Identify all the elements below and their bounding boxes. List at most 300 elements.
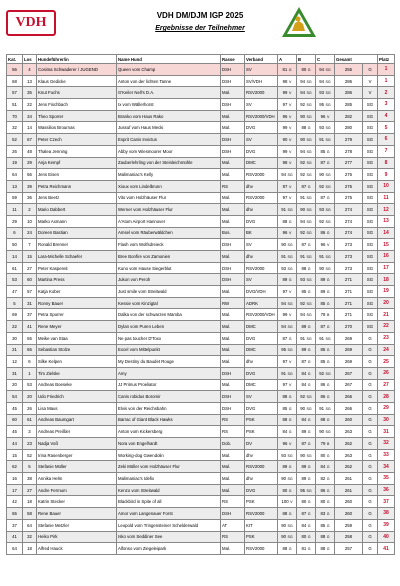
kat-cell: 64 — [7, 543, 23, 555]
grade-label: G — [288, 67, 292, 72]
grade-label: V — [288, 126, 292, 131]
breed-cell: Mal. — [221, 251, 245, 263]
total-grade-cell: G — [363, 379, 378, 391]
grade-label: V — [288, 91, 292, 96]
handler-cell: Anja Kempf — [37, 157, 117, 169]
total-grade-cell: G — [363, 426, 378, 438]
score-a-cell: 94 SG — [278, 169, 297, 181]
dog-name-cell: Amsel vom Räuberwäldchen — [117, 227, 221, 239]
breed-cell: Mal. — [221, 169, 245, 181]
dog-name-cell: A'Atom Airport Hannover — [117, 215, 221, 227]
col-los: Los — [23, 55, 37, 64]
table-row — [7, 309, 395, 321]
score-a-cell: 97 V — [278, 356, 297, 368]
dog-name-cell: Isko vom Seddiner See — [117, 531, 221, 543]
kat-cell: 16 — [7, 473, 23, 485]
score-a-cell: 88 G — [278, 414, 297, 426]
kat-cell: 20 — [7, 379, 23, 391]
los-cell: 56 — [23, 169, 37, 181]
table-row — [7, 414, 395, 426]
club-cell: dhv — [245, 356, 278, 368]
grade-label: SG — [325, 173, 331, 178]
score-b-cell: 84 G — [297, 519, 316, 531]
total-grade-cell: SG — [363, 145, 378, 157]
los-cell: 22 — [23, 99, 37, 111]
grade-label: G — [326, 535, 330, 540]
place-cell: 27 — [378, 379, 395, 391]
grade-label: G — [326, 453, 330, 458]
club-cell: RSV2000 — [245, 543, 278, 555]
grade-label: G — [288, 418, 292, 423]
handler-cell: Meike van Staa — [37, 332, 117, 344]
score-b-cell: 84 G — [297, 379, 316, 391]
breed-cell: RS — [221, 496, 245, 508]
igp-logo-icon — [281, 6, 317, 38]
score-c-cell: 93 SG — [316, 122, 335, 134]
place-cell: 12 — [378, 204, 395, 216]
total-cell: 269 — [335, 332, 363, 344]
grade-label: SG — [287, 348, 293, 353]
total-cell: 274 — [335, 204, 363, 216]
los-cell: 14 — [23, 122, 37, 134]
total-cell: 273 — [335, 239, 363, 251]
score-a-cell: 90 SG — [278, 531, 297, 543]
score-b-cell: 91 SG — [297, 251, 316, 263]
breed-cell: DSH — [221, 274, 245, 286]
grade-label: SG — [325, 79, 331, 84]
grade-label: G — [307, 430, 311, 435]
grade-label: G — [326, 500, 330, 505]
total-grade-cell: G — [363, 64, 378, 76]
club-cell: RSV2000 — [245, 262, 278, 274]
total-cell: 257 — [335, 543, 363, 555]
place-cell: 38 — [378, 508, 395, 520]
handler-cell: Ronald Brenner — [37, 239, 117, 251]
total-grade-cell: SG — [363, 215, 378, 227]
score-b-cell: 92 SG — [297, 297, 316, 309]
handler-cell: Peter Kaspereit — [37, 262, 117, 274]
kat-cell: 32 — [7, 122, 23, 134]
score-a-cell: 84 G — [278, 426, 297, 438]
score-a-cell: 97 V — [278, 180, 297, 192]
kat-cell: 15 — [7, 449, 23, 461]
grade-label: SG — [325, 67, 331, 72]
club-cell: RSV2000/VDH — [245, 110, 278, 122]
total-grade-cell: G — [363, 414, 378, 426]
kat-cell: 5 — [7, 297, 23, 309]
los-cell: 35 — [23, 87, 37, 99]
score-c-cell: 86 G — [316, 227, 335, 239]
dog-name-cell: Abby vom Wiesmoorer Moor — [117, 145, 221, 157]
grade-label: V — [326, 114, 330, 119]
dog-name-cell: Kuno vom Hause Siegerblut — [117, 262, 221, 274]
grade-label: G — [307, 523, 311, 528]
grade-label: SG — [306, 406, 312, 411]
grade-label: SG — [325, 266, 331, 271]
total-grade-cell: SG — [363, 274, 378, 286]
dog-name-cell: Flash vom Wolfsdreieck — [117, 239, 221, 251]
place-cell: 25 — [378, 356, 395, 368]
los-cell: 61 — [23, 414, 37, 426]
place-cell: 19 — [378, 286, 395, 298]
score-c-cell: 95 SG — [316, 99, 335, 111]
breed-cell: AT — [221, 519, 245, 531]
place-cell: 5 — [378, 122, 395, 134]
los-cell: 6 — [23, 356, 37, 368]
dog-name-cell: Bree Bonfire von Zamonien — [117, 251, 221, 263]
total-grade-cell: SG — [363, 297, 378, 309]
breed-cell: DSH — [221, 145, 245, 157]
col-b: B — [297, 55, 316, 64]
club-cell: RSV2000 — [245, 461, 278, 473]
place-cell: 26 — [378, 367, 395, 379]
kat-cell: 52 — [7, 134, 23, 146]
breed-cell: DSH — [221, 508, 245, 520]
total-grade-cell: G — [363, 332, 378, 344]
grade-label: SG — [287, 535, 293, 540]
club-cell: DMC — [245, 321, 278, 333]
total-cell: 269 — [335, 356, 363, 368]
breed-cell: Mal. — [221, 356, 245, 368]
score-b-cell: 89 G — [297, 461, 316, 473]
total-grade-cell: G — [363, 391, 378, 403]
dog-name-cell: Just smile vom Streitwald — [117, 286, 221, 298]
place-cell: 1 — [378, 64, 395, 76]
grade-label: SG — [306, 91, 312, 96]
score-c-cell: 80 G — [316, 496, 335, 508]
dog-name-cell: My Destiny du Baudet Rouge — [117, 356, 221, 368]
handler-cell: Irina Rasenberger — [37, 449, 117, 461]
score-b-cell: 84 G — [297, 414, 316, 426]
los-cell: 60 — [23, 274, 37, 286]
handler-cell: Peter Czech — [37, 134, 117, 146]
grade-label: G — [307, 184, 311, 189]
kat-cell: 42 — [7, 496, 23, 508]
total-grade-cell: SG — [363, 169, 378, 181]
club-cell: DVG — [245, 122, 278, 134]
grade-label: G — [307, 418, 311, 423]
breed-cell: Mal. — [221, 157, 245, 169]
total-cell: 282 — [335, 110, 363, 122]
total-grade-cell: V — [363, 87, 378, 99]
grade-label: G — [307, 348, 311, 353]
total-grade-cell: G — [363, 356, 378, 368]
dog-name-cell: Malimaniac's Kelly — [117, 169, 221, 181]
grade-label: G — [307, 243, 311, 248]
score-b-cell: 94 SG — [297, 75, 316, 87]
grade-label: V — [288, 149, 292, 154]
place-cell: 11 — [378, 192, 395, 204]
breed-cell: RS — [221, 180, 245, 192]
col-verband: Verband — [245, 55, 278, 64]
grade-label: G — [326, 196, 330, 201]
place-cell: 8 — [378, 157, 395, 169]
total-cell: 262 — [335, 438, 363, 450]
grade-label: SG — [306, 219, 312, 224]
total-cell: 261 — [335, 473, 363, 485]
score-b-cell: 90 SG — [297, 402, 316, 414]
score-a-cell: 90 SG — [278, 239, 297, 251]
grade-label: V — [288, 79, 292, 84]
club-cell: SV — [245, 239, 278, 251]
kat-cell: 61 — [7, 262, 23, 274]
los-cell: 67 — [23, 134, 37, 146]
place-cell: 3 — [378, 99, 395, 111]
grade-label: V — [288, 441, 292, 446]
handler-cell: Annika Helm — [37, 473, 117, 485]
place-cell: 7 — [378, 145, 395, 157]
grade-label: V — [288, 360, 292, 365]
score-b-cell: 93 SG — [297, 274, 316, 286]
grade-label: SG — [306, 301, 312, 306]
place-cell: 2 — [378, 87, 395, 99]
grade-label: SG — [325, 430, 331, 435]
dog-name-cell: Branko vom Haus Rako — [117, 110, 221, 122]
los-cell: 27 — [23, 484, 37, 496]
grade-label: G — [326, 547, 330, 552]
handler-cell: Marko Axmann — [37, 215, 117, 227]
score-c-cell: 90 SG — [316, 262, 335, 274]
los-cell: 1 — [23, 367, 37, 379]
club-cell: DVG — [245, 145, 278, 157]
table-row — [7, 426, 395, 438]
score-a-cell: 97 V — [278, 99, 297, 111]
breed-cell: DSH — [221, 239, 245, 251]
kat-cell: 13 — [7, 180, 23, 192]
grade-label: G — [326, 383, 330, 388]
score-c-cell: 87 G — [316, 321, 335, 333]
handler-cell: Ronny Bauer — [37, 297, 117, 309]
total-cell: 286 — [335, 87, 363, 99]
table-row — [7, 379, 395, 391]
grade-label: SG — [306, 161, 312, 166]
score-c-cell: 91 SG — [316, 251, 335, 263]
club-cell: DVG — [245, 402, 278, 414]
grade-label: G — [288, 430, 292, 435]
breed-cell: RS — [221, 426, 245, 438]
grade-label: V — [290, 500, 293, 505]
dog-name-cell: Excel vom Mittelpunkt — [117, 344, 221, 356]
handler-cell: Silke Kelpen — [37, 356, 117, 368]
grade-label: SG — [325, 371, 331, 376]
grade-label: SG — [306, 102, 312, 107]
total-cell: 260 — [335, 414, 363, 426]
grade-label: SG — [325, 406, 331, 411]
grade-label: G — [307, 547, 311, 552]
dog-name-cell: Ne pas toucher D'Toxx — [117, 332, 221, 344]
table-row — [7, 367, 395, 379]
score-a-cell: 96 V — [278, 438, 297, 450]
dog-name-cell: Jukon von Peroh — [117, 274, 221, 286]
table-row — [7, 519, 395, 531]
place-cell: 16 — [378, 251, 395, 263]
handler-cell: Sebastian Stolze — [37, 344, 117, 356]
table-row — [7, 531, 395, 543]
grade-label: SG — [306, 453, 312, 458]
kat-cell: 56 — [7, 64, 23, 76]
total-cell: 271 — [335, 286, 363, 298]
kat-cell: 19 — [7, 157, 23, 169]
club-cell: BK — [245, 227, 278, 239]
dog-name-cell: Ix vom Wällerhorst — [117, 99, 221, 111]
dog-name-cell: Zeki Müller vom Holzhäuser Flur — [117, 461, 221, 473]
table-row — [7, 99, 395, 111]
los-cell: 32 — [23, 531, 37, 543]
club-cell: DMC — [245, 157, 278, 169]
dog-name-cell: Alfonso vom Ziegeleipark — [117, 543, 221, 555]
breed-cell: Mal. — [221, 449, 245, 461]
score-b-cell: 87 G — [297, 356, 316, 368]
score-c-cell: 92 SG — [316, 180, 335, 192]
place-cell: 36 — [378, 484, 395, 496]
table-row — [7, 286, 395, 298]
grade-label: SG — [306, 196, 312, 201]
handler-cell: Andreas Preißler — [37, 426, 117, 438]
total-grade-cell: G — [363, 519, 378, 531]
score-a-cell: 100 V — [278, 496, 297, 508]
score-a-cell: 98 V — [278, 75, 297, 87]
breed-cell: Mal. — [221, 379, 245, 391]
total-grade-cell: G — [363, 543, 378, 555]
kat-cell: 41 — [7, 531, 23, 543]
breed-cell: DSH — [221, 64, 245, 76]
table-row — [7, 543, 395, 555]
score-b-cell: 94 SG — [297, 145, 316, 157]
los-cell: 53 — [23, 379, 37, 391]
score-a-cell: 85 G — [278, 402, 297, 414]
score-c-cell: 89 G — [316, 274, 335, 286]
grade-label: G — [307, 289, 311, 294]
score-c-cell: 91 SG — [316, 332, 335, 344]
score-b-cell: 91 SG — [297, 192, 316, 204]
grade-label: SG — [306, 336, 312, 341]
los-cell: 57 — [23, 286, 37, 298]
total-cell: 280 — [335, 122, 363, 134]
score-b-cell: 92 SG — [297, 157, 316, 169]
total-grade-cell: G — [363, 438, 378, 450]
club-cell: RSV2000 — [245, 169, 278, 181]
handler-cell: Klaus Gedicke — [37, 75, 117, 87]
grade-label: V — [288, 102, 292, 107]
grade-label: G — [288, 395, 292, 400]
score-a-cell: 97 V — [278, 379, 297, 391]
table-row — [7, 145, 395, 157]
grade-label: V — [288, 313, 292, 318]
place-cell: 4 — [378, 110, 395, 122]
score-b-cell: 87 G — [297, 239, 316, 251]
breed-cell: Mal. — [221, 473, 245, 485]
place-cell: 13 — [378, 215, 395, 227]
handler-cell: Thalea Jenning — [37, 145, 117, 157]
grade-label: SG — [306, 313, 312, 318]
total-cell: 271 — [335, 297, 363, 309]
col-hundefuehrer: Hundeführer/in — [37, 55, 117, 64]
place-cell: 24 — [378, 344, 395, 356]
grade-label: SG — [287, 523, 293, 528]
total-cell: 258 — [335, 531, 363, 543]
kat-cell: 50 — [7, 239, 23, 251]
kat-cell: 21 — [7, 344, 23, 356]
score-a-cell: 91 SG — [278, 367, 297, 379]
score-b-cell: 92 SG — [297, 391, 316, 403]
results-table — [6, 54, 395, 555]
place-cell: 39 — [378, 519, 395, 531]
col-name-hund: Name Hund — [117, 55, 221, 64]
col-a: A — [278, 55, 297, 64]
breed-cell: RS — [221, 531, 245, 543]
table-row — [7, 64, 395, 76]
score-b-cell: 84 G — [297, 367, 316, 379]
total-grade-cell: G — [363, 449, 378, 461]
grade-label: V — [288, 231, 292, 236]
score-b-cell: 85 G — [297, 286, 316, 298]
breed-cell: Bos. — [221, 227, 245, 239]
grade-label: G — [288, 488, 292, 493]
grade-label: G — [288, 547, 292, 552]
score-c-cell: 80 G — [316, 449, 335, 461]
los-cell: 4 — [23, 64, 37, 76]
handler-cell: Katrin Stecker — [37, 496, 117, 508]
total-grade-cell: SG — [363, 110, 378, 122]
place-cell: 28 — [378, 391, 395, 403]
grade-label: G — [307, 360, 311, 365]
grade-label: G — [307, 126, 311, 131]
score-b-cell: 92 SG — [297, 99, 316, 111]
score-c-cell: 94 SG — [316, 64, 335, 76]
grade-label: G — [288, 219, 292, 224]
kat-cell: 65 — [7, 508, 23, 520]
kat-cell: 69 — [7, 309, 23, 321]
los-cell: 52 — [23, 449, 37, 461]
total-grade-cell: SG — [363, 122, 378, 134]
table-row — [7, 169, 395, 181]
score-b-cell: 80 G — [297, 531, 316, 543]
score-a-cell: 90 V — [278, 134, 297, 146]
score-a-cell: 89 G — [278, 274, 297, 286]
score-b-cell: 94 SG — [297, 309, 316, 321]
club-cell: DVG — [245, 484, 278, 496]
club-cell: dhv — [245, 204, 278, 216]
grade-label: G — [326, 476, 330, 481]
score-c-cell: 91 SG — [316, 402, 335, 414]
kat-cell: 14 — [7, 251, 23, 263]
club-cell: PSK — [245, 531, 278, 543]
grade-label: G — [288, 406, 292, 411]
los-cell: 15 — [23, 251, 37, 263]
grade-label: G — [326, 278, 330, 283]
total-grade-cell: G — [363, 344, 378, 356]
total-grade-cell: SG — [363, 262, 378, 274]
place-cell: 22 — [378, 321, 395, 333]
score-a-cell: 93 SG — [278, 449, 297, 461]
place-cell: 1 — [378, 75, 395, 87]
score-c-cell: 87 G — [316, 157, 335, 169]
club-cell: SV/VDH — [245, 75, 278, 87]
total-cell: 261 — [335, 484, 363, 496]
grade-label: SG — [287, 208, 293, 213]
grade-label: V — [288, 289, 292, 294]
grade-label: G — [326, 231, 330, 236]
dog-name-cell: Dylan vom Puren Leben — [117, 321, 221, 333]
breed-cell: Dob. — [221, 438, 245, 450]
grade-label: SG — [287, 476, 293, 481]
place-cell: 23 — [378, 332, 395, 344]
dog-name-cell: Amor vom Langenauer Forst — [117, 508, 221, 520]
dog-name-cell: Anton von der lichten Tanne — [117, 75, 221, 87]
score-a-cell: 93 SG — [278, 262, 297, 274]
dog-name-cell: Malimaniac's Idefix — [117, 473, 221, 485]
dog-name-cell: G'Keiler Nell's D.A. — [117, 87, 221, 99]
